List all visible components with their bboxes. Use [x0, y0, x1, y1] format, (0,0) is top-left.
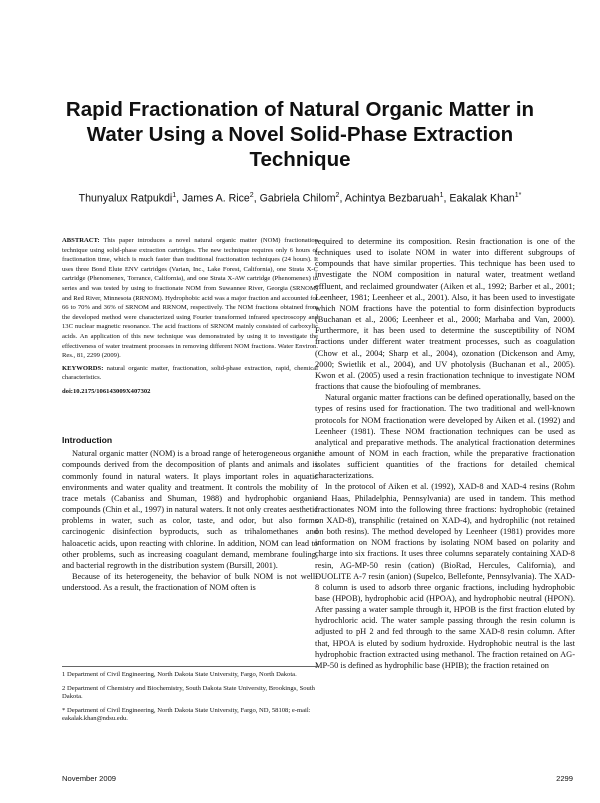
author-affiliation-mark: 2 — [335, 192, 340, 199]
abstract-text: This paper introduces a novel natural organic matter (NOM) fractionation technique using solid-phase extraction cartridges. The new technique requires only 6 hours of fractionation time, which is much faster than traditional fractionation techniques (24 hours). It uses three Bond Elute ENV cartridges (Varian, Inc., Lake Forest, California), one Strata X-C cartridge (Phenomenex, Torrance, California), and one Strata X-AW cartridge (Phenomenex) in series and was tested by using to fractionate NOM from Suwannee River, Georgia (SRNOM) and Red River, Minnesota (RRNOM). Hydrophobic acid was a major fraction and accounted for 66 to 70% and 36% of SRNOM and RRNOM, respectively. The NOM fractions obtained from the developed method were characterized using Fourier transformed infrared spectroscopy and 13C nuclear magnetic resonance. The acid fractions of SRNOM mainly consisted of carboxylic acids. An application of this new technique was demonstrated by using it to investigate the effectiveness of water treatment processes in removing different NOM fractions. Water Environ. Res., 81, 2299 (2009). — [62, 237, 318, 360]
author-affiliation-mark: 1* — [514, 192, 522, 199]
footnote: 2 Department of Chemistry and Biochemistry, South Dakota State University, Brookings, South Dakota. — [62, 684, 315, 701]
footer-date: November 2009 — [62, 774, 117, 783]
abstract — [62, 236, 318, 361]
section-heading-introduction: Introduction — [62, 435, 113, 446]
author-name: Eakalak Khan — [449, 192, 515, 205]
keywords-text: natural organic matter, fractionation, solid-phase extraction, rapid, chemical characteristics. — [62, 364, 318, 382]
paragraph: required to determine its composition. Resin fractionation is one of the techniques used to isolate NOM in water into different subgroups of compounds that have similar properties. This technique has been used to investigate the NOM composition in natural water, treatment wetland effluent, and reclaimed groundwater (Aiken et al., 1992; Barber et al., 2001; Leenheer, 1981; Leenheer et al., 2001). Also, it has been used to investigate which NOM fractions have the potential to form disinfection byproducts (Buchanan et al., 2006; Leenheer et al., 2000; Marhaba and Van, 2000). Furthermore, it has been used to determine the susceptibility of NOM fractions under different water treatment processes, such as coagulation (Chow et al., 2004; Sharp et al., 2004), ozonation (Dickenson and Amy, 2000; Swietlik et al., 2004), and UV photolysis (Buchanan et al., 2005). Kwon et al. (2005) used a resin fractionation technique to investigate NOM fractions that cause the biofouling of membranes. — [315, 237, 575, 392]
author-list: Thunyalux Ratpukdi$^1$, James A. Rice$^2$, Gabriela Chilom$^2$, Achintya Bezbaruah$^1$, Eakalak Khan$^{1*}$ — [78, 192, 522, 205]
paragraph: In the protocol of Aiken et al. (1992), XAD-8 and XAD-4 resins (Rohm and Haas, Philadelphia, Pennsylvania) are used in tandem. This method fractionates NOM into the following three fractions: hydrophobic (retained on XAD-8), transphilic (retained on XAD-4), and hydrophilic (not retained on both resins). The method developed by Leenheer (1981) provides more information on NOM fractions by isolating NOM based on polarity and charge into six fractions. It uses three columns separately containing XAD-8 resin, AG-MP-50 resin (cation) (BioRad, Hercules, California), and DUOLITE A-7 resin (anion) (Supelco, Bellefonte, Pennsylvania). The XAD-8 column is used to adsorb three organic fractions, including hydrophobic base (HPOB), hydrophobic acid (HPOA), and hydrophobic neutral (HPON). After passing a water sample through it, HPOB is the first fraction eluted by hydrochloric acid. The water sample passing through the resin column is adjusted to pH 2 and fed through to the same XAD-8 resin column. After that, HPOA is eluted by sodium hydroxide. Hydrophobic neutral is the last hydrophobic fraction extracted using methanol. The fraction retained on AG-MP-50 is defined as hydrophilic base (HPIB); the fraction retained on — [315, 482, 575, 670]
page-number: 2299 — [556, 774, 573, 783]
keywords — [62, 364, 318, 383]
author-name: James A. Rice — [182, 192, 250, 205]
author-affiliation-mark: 2 — [249, 192, 254, 199]
paragraph: Natural organic matter fractions can be defined operationally, based on the types of resins used for fractionation. The two traditional and well-known protocols for NOM fractionation were developed by Aiken et al. (1992) and Leenheer (1981). These NOM fractionation techniques can be used as analytical and preparative methods. The analytical fractionation determines the amount of NOM in each fraction, while the preparative fractionation isolates sufficient quantities of the fractions for detailed chemical characterizations. — [315, 393, 575, 481]
author-name: Gabriela Chilom — [259, 192, 336, 205]
paragraph: Because of its heterogeneity, the behavior of bulk NOM is not well-understood. As a result, the fractionation of NOM often is — [62, 572, 318, 593]
footnotes — [62, 666, 318, 729]
paper-title: Rapid Fractionation of Natural Organic Matter in Water Using a Novel Solid-Phase Extraction Technique — [65, 98, 535, 171]
abstract-label: ABSTRACT: — [62, 237, 100, 244]
doi: doi:10.2175/106143009X407302 — [62, 387, 151, 395]
paragraph: Natural organic matter (NOM) is a broad range of heterogeneous organic compounds derived from the decomposition of plants and animals and is commonly found in natural waters. It plays important roles in aquatic environments and water quality and treatment. It controls the mobility of trace metals (Cabaniss and Shuman, 1988) and hydrophobic organic compounds (Chin et al., 1997) in natural waters. It not only creates aesthetic problems in water, such as color, taste, and odor, but also forms carcinogenic disinfection byproducts, such as trihalomethanes and haloacetic acids, upon reacting with chlorine. In addition, NOM can lead to other problems, such as increasing coagulant demand, membrane fouling, and bacterial regrowth in the distribution system (Bursill, 2001). — [62, 449, 318, 570]
footnote: 1 Department of Civil Engineering, North Dakota State University, Fargo, North Dakota. — [62, 671, 297, 678]
author-affiliation-mark: 1 — [172, 192, 177, 199]
keywords-label: KEYWORDS: — [62, 364, 104, 372]
introduction-body — [62, 448, 318, 593]
footnote: * Department of Civil Engineering, North Dakota State University, Fargo, ND, 58108; e-mail: eakalak.khan@ndsu.edu. — [62, 706, 311, 723]
left-column — [62, 236, 318, 593]
author-name: Achintya Bezbaruah — [344, 192, 440, 205]
author-name: Thunyalux Ratpukdi — [78, 192, 173, 205]
author-affiliation-mark: 1 — [439, 192, 444, 199]
right-column — [315, 236, 575, 671]
